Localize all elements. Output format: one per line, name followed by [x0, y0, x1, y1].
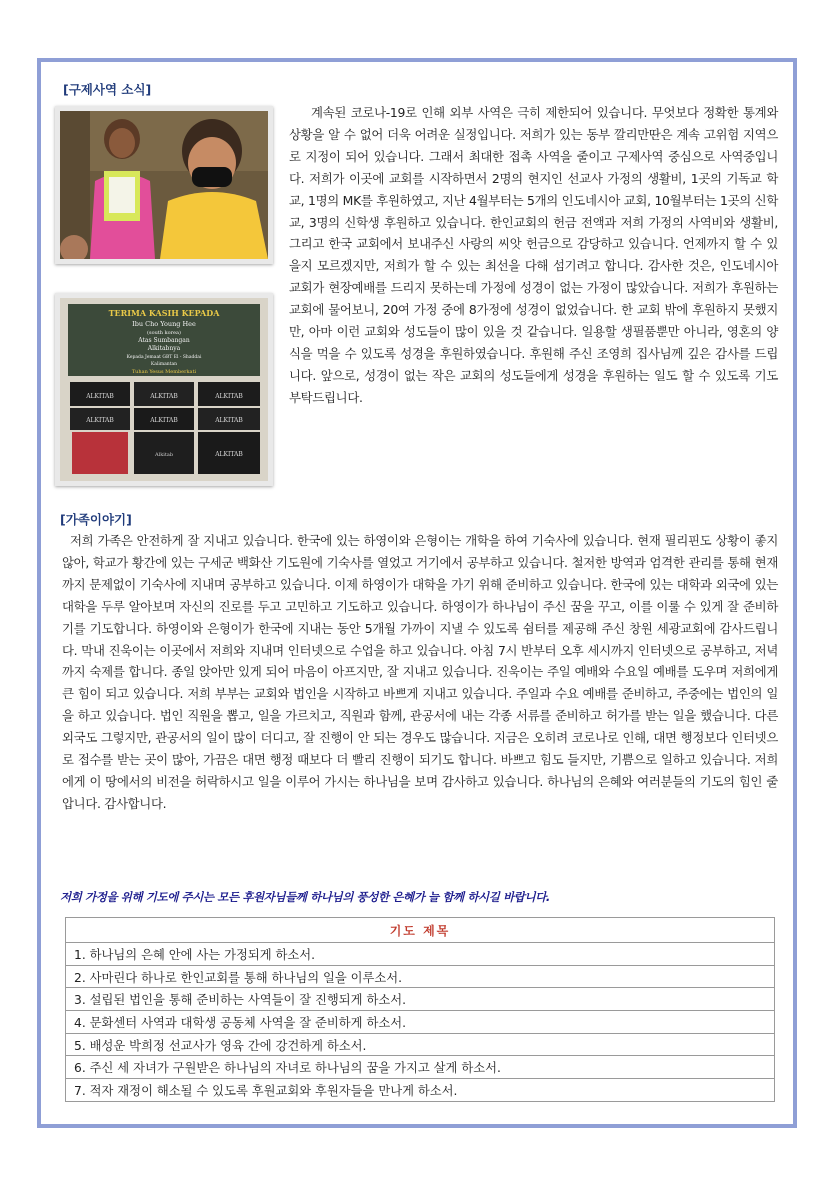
table-row	[66, 943, 775, 966]
family-paragraph: 저희 가족은 안전하게 잘 지내고 있습니다. 한국에 있는 하영이와 은형이는 개학을 하여 기숙사에 있습니다. 현재 필리핀도 상황이 좋지 않아, 학교가 황간에 있는 구세군 백화산 기도원에 기숙사를 열었고 거기에서 공부하고 있습니다. 철저한 방역과 엄격한 관리를 통해 현재까지 문제없이 기숙사에 지내며 공부하고 있습니다. 이제 하영이가 대학을 가기 위해 준비하고 있습니다. 한국에 있는 대학과 외국에 있는 대학을 두루 알아보며 자신의 진로를 두고 고민하고 기도하고 있습니다. 하영이가 하나님이 주신 꿈을 꾸고, 이를 이룰 수 있게 잘 준비하기를 기도합니다. 하영이와 은형이가 한국에 지내는 동안 5개월 가까이 지낼 수 있도록 쉼터를 제공해 주신 창원 세광교회에 감사드립니다. 막내 진욱이는 이곳에서 저희와 지내며 인터넷으로 수업을 하고 있습니다. 아침 7시 반부터 오후 세시까지 인터넷으로 공부하고, 저녁까지 숙제를 합니다. 종일 앉아만 있게 되어 마음이 아프지만, 잘 지내고 있습니다. 진욱이는 주일 예배와 수요일 예배를 도우며 저희에게 큰 힘이 되고 있습니다. 저희 부부는 교회와 법인을 시작하고 바쁘게 지내고 있습니다. 주일과 수요 예배를 준비하고, 주중에는 법인의 일을 하고 있습니다. 법인 직원을 뽑고, 일을 가르치고, 직원과 함께, 관공서에 내는 각종 서류를 준비하고 허가를 받는 일을 했습니다. 다른 외국도 그렇지만, 관공서의 일이 많이 더디고, 잘 진행이 안 되는 경우도 많습니다. 지금은 오히려 코로나로 인해, 대면 행정보다 인터넷으로 접수를 받는 곳이 많아, 가끔은 대면 행정 때보다 더 빨리 진행이 되기도 합니다. 바쁘고 힘도 들지만, 기쁨으로 일하고 있습니다. 저희에게 이 땅에서의 비전을 허락하시고 일을 이루어 가시는 하나님을 보며 감사하고 있습니다. 하나님의 은혜와 여러분들의 기도의 힘인 줄 압니다. 감사합니다.	[62, 533, 778, 811]
prayer-item: 5. 배성운 박희정 선교사가 영육 간에 강건하게 하소서.	[66, 1033, 775, 1056]
prayer-table	[65, 917, 775, 1102]
mission-paragraph: 계속된 코로나-19로 인해 외부 사역은 극히 제한되어 있습니다. 무엇보다 정확한 통계와 상황을 알 수 없어 더욱 어려운 실정입니다. 저희가 있는 동부 깔리만딴은 계속 고위험 지역으로 지정이 되어 있습니다. 그래서 최대한 접촉 사역을 줄이고 구제사역 중심으로 사역중입니다. 저희가 이곳에 교회를 시작하면서 2명의 현지인 선교사 가정의 생활비, 1곳의 기독교 학교, 1명의 MK를 후원하였고, 지난 4월부터는 5개의 인도네시아 교회, 10월부터는 1곳의 신학교, 3명의 신학생 후원하고 있습니다. 한인교회의 헌금 전액과 저희 가정의 사역비와 생활비, 그리고 한국 교회에서 보내주신 사랑의 씨앗 헌금으로 감당하고 있습니다. 언제까지 할 수 있을지 모르겠지만, 저희가 할 수 있는 최선을 다해 섬기려고 합니다. 감사한 것은, 인도네시아 교회가 현장예배를 드리지 못하는데 가정에 성경이 없는 가정이 많았습니다. 저희가 후원하는 교회에 물어보니, 20여 가정 중에 8가정에 성경이 없었습니다. 한 교회 밖에 후원하지 못했지만, 아마 이런 교회와 성도들이 많이 있을 것 같습니다. 일용할 생필품뿐만 아니라, 영혼의 양식을 먹을 수 있도록 성경을 후원하였습니다. 후원해 주신 조영희 집사님께 깊은 감사를 드립니다. 앞으로, 성경이 없는 작은 교회의 성도들에게 성경을 후원하는 일도 할 수 있도록 기도 부탁드립니다.	[289, 105, 778, 405]
sign-line-5: Alkitabnya	[147, 345, 181, 352]
prayer-item: 3. 설립된 법인을 통해 준비하는 사역들이 잘 진행되게 하소서.	[66, 988, 775, 1011]
table-row	[66, 1056, 775, 1079]
photo-women-image	[60, 111, 268, 259]
prayer-table-title: 기도 제목	[66, 918, 775, 943]
bible-label-1: ALKITAB	[86, 393, 114, 400]
bible-label-6: ALKITAB	[215, 417, 243, 424]
sign-line-6: Kepada Jemaat GBT El - Shaddai	[126, 355, 202, 360]
sign-line-1: TERIMA KASIH KEPADA	[108, 308, 220, 318]
prayer-item: 7. 적자 재정이 해소될 수 있도록 후원교회와 후원자들을 만나게 하소서.	[66, 1079, 775, 1102]
photo-mission-women	[55, 106, 273, 264]
table-row	[66, 1079, 775, 1102]
table-row	[66, 965, 775, 988]
prayer-item: 1. 하나님의 은혜 안에 사는 가정되게 하소서.	[66, 943, 775, 966]
prayer-item: 2. 사마린다 하나로 한인교회를 통해 하나님의 일을 이루소서.	[66, 965, 775, 988]
photo-bible-donation	[55, 293, 273, 486]
bible-label-3: ALKITAB	[215, 393, 243, 400]
prayer-item: 6. 주신 세 자녀가 구원받은 하나님의 자녀로 하나님의 꿈을 가지고 살게 하소서.	[66, 1056, 775, 1079]
blessing-message: 저희 가정을 위해 기도에 주시는 모든 후원자님들께 하나님의 풍성한 은혜가 늘 함께 하시길 바랍니다.	[60, 890, 550, 904]
prayer-item: 4. 문화센터 사역과 대학생 공동체 사역을 잘 준비하게 하소서.	[66, 1011, 775, 1034]
sign-line-7: Kalimantan	[150, 362, 178, 367]
family-section-title: [가족이야기]	[60, 512, 132, 527]
photo-bibles-image	[60, 298, 268, 481]
table-row	[66, 1011, 775, 1034]
table-row	[66, 988, 775, 1011]
table-row	[66, 1033, 775, 1056]
sign-line-8: Tuhan Yesus Memberkati	[131, 369, 197, 375]
mission-section-title: [구제사역 소식]	[63, 82, 152, 97]
sign-line-4: Atas Sumbangan	[138, 337, 190, 344]
bible-label-4: ALKITAB	[86, 417, 114, 424]
bible-label-7: ALKITAB	[215, 451, 243, 458]
bible-label-5: ALKITAB	[150, 417, 178, 424]
sign-line-3: (south korea)	[147, 330, 181, 336]
bible-label-8: Alkitab	[154, 452, 174, 458]
sign-line-2: Ibu Cho Young Hee	[132, 320, 196, 328]
bible-label-2: ALKITAB	[150, 393, 178, 400]
